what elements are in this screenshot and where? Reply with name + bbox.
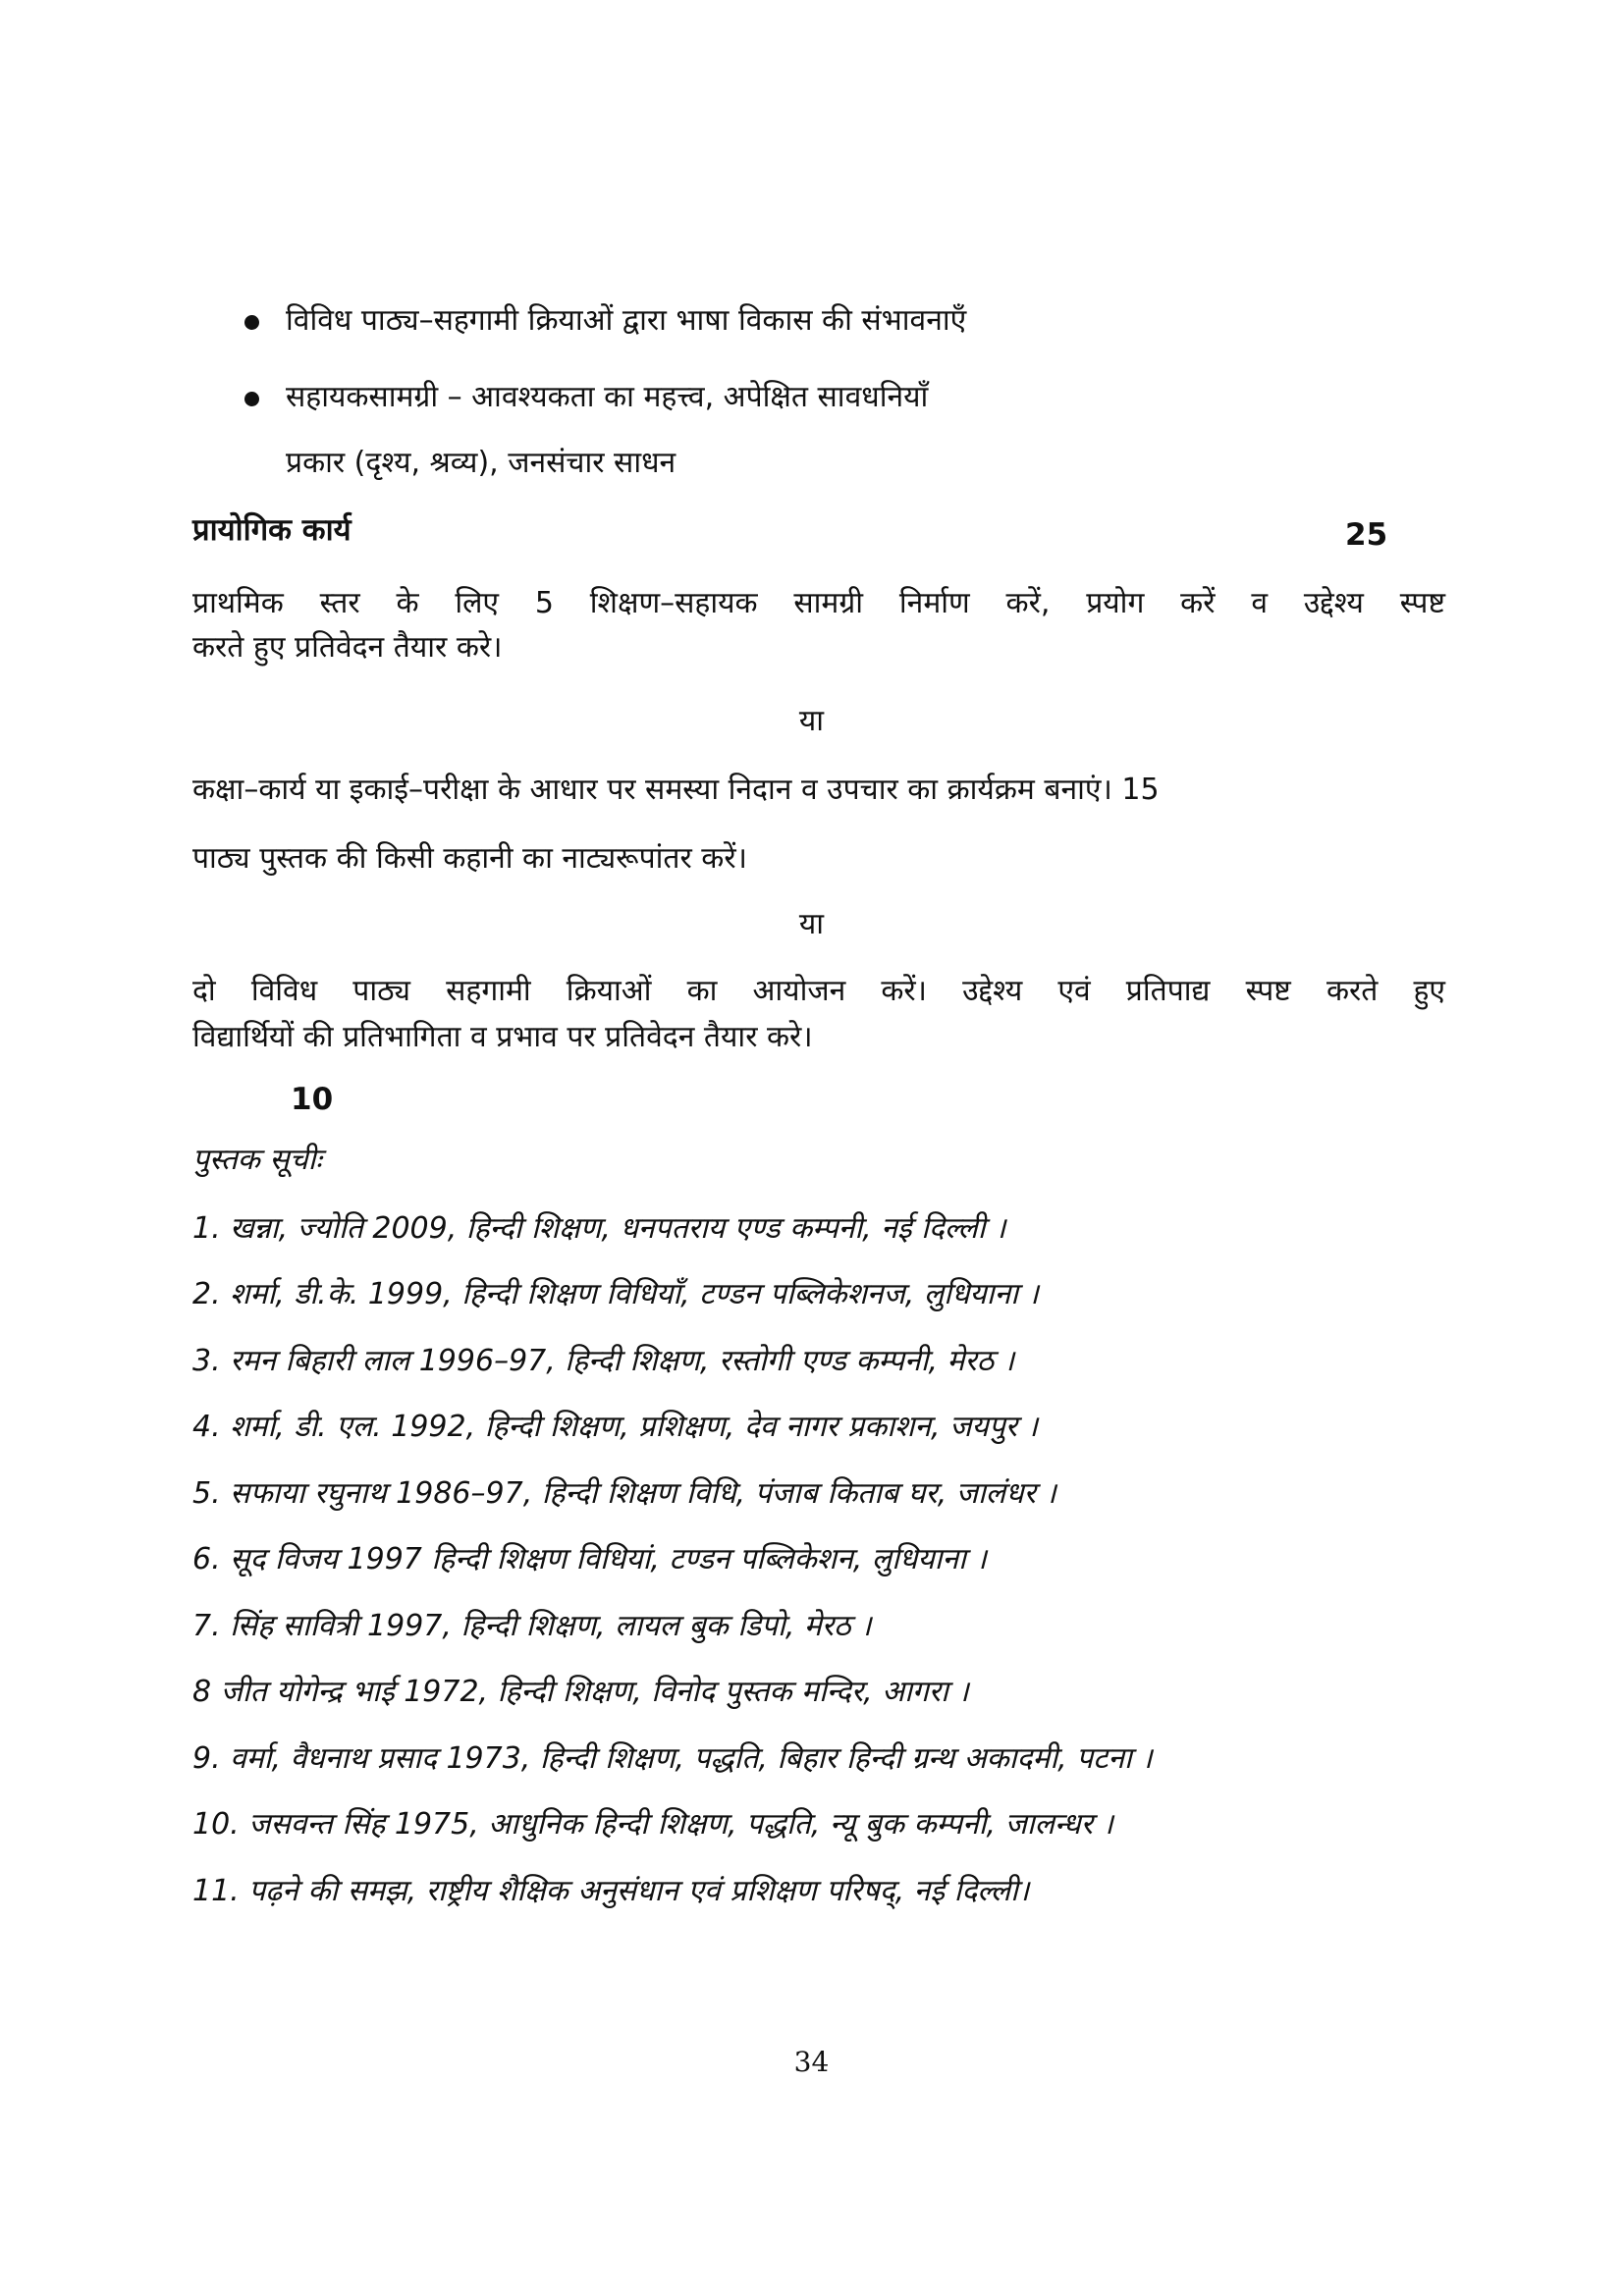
section-title: प्रायोगिक कार्य — [192, 512, 352, 548]
paragraph-line: कक्षा–कार्य या इकाई–परीक्षा के आधार पर समस्या निदान व उपचार का क्रार्यक्रम बनाएं। 15 — [192, 773, 1160, 807]
page-number: 34 — [793, 2046, 830, 2078]
bullet-item: सहायकसामग्री – आवश्यकता का महत्त्व, अपेक्षित सावधनियाँ — [286, 380, 929, 414]
bibliography-item: 8 जीत योगेन्द्र भाई 1972, हिन्दी शिक्षण, विनोद पुस्तक मन्दिर, आगरा । — [192, 1675, 969, 1709]
or-separator: या — [798, 907, 825, 941]
paragraph-line: दो विविध पाठ्य सहगामी क्रियाओं का आयोजन करें। उद्देश्य एवं प्रतिपाद्य स्पष्ट करते हुए — [192, 974, 1445, 1008]
bibliography-title: पुस्तक सूचीः — [192, 1143, 322, 1177]
bibliography-item: 1. खन्ना, ज्योति 2009, हिन्दी शिक्षण, धनपतराय एण्ड कम्पनी, नई दिल्ली । — [192, 1211, 1006, 1246]
bullet-dot-icon — [244, 315, 259, 330]
or-separator: या — [798, 704, 825, 738]
bibliography-item: 4. शर्मा, डी. एल. 1992, हिन्दी शिक्षण, प्रशिक्षण, देव नागर प्रकाशन, जयपुर । — [192, 1410, 1038, 1444]
section-marks: 25 — [1345, 517, 1388, 553]
bibliography-item: 3. रमन बिहारी लाल 1996–97, हिन्दी शिक्षण, रस्तोगी एण्ड कम्पनी, मेरठ । — [192, 1344, 1015, 1378]
bibliography-item: 11. पढ़ने की समझ, राष्ट्रीय शैक्षिक अनुसंधान एवं प्रशिक्षण परिषद्, नई दिल्ली। — [192, 1874, 1030, 1908]
paragraph-line: पाठ्य पुस्तक की किसी कहानी का नाट्यरूपांतर करें। — [192, 841, 747, 876]
bibliography-item: 10. जसवन्त सिंह 1975, आधुनिक हिन्दी शिक्षण, पद्धति, न्यू बुक कम्पनी, जालन्धर । — [192, 1807, 1113, 1842]
bibliography-item: 2. शर्मा, डी.के. 1999, हिन्दी शिक्षण विधियाँ, टण्डन पब्लिकेशनज, लुधियाना । — [192, 1277, 1039, 1311]
bibliography-item: 5. सफाया रघुनाथ 1986–97, हिन्दी शिक्षण विधि, पंजाब किताब घर, जालंधर । — [192, 1476, 1056, 1511]
bibliography-item: 7. सिंह सावित्री 1997, हिन्दी शिक्षण, लायल बुक डिपो, मेरठ । — [192, 1609, 872, 1643]
paragraph-line: विद्यार्थियों की प्रतिभागिता व प्रभाव पर प्रतिवेदन तैयार करे। — [192, 1020, 813, 1054]
paragraph-line: प्राथमिक स्तर के लिए 5 शिक्षण–सहायक सामग्री निर्माण करें, प्रयोग करें व उद्देश्य स्पष्ट — [192, 586, 1445, 620]
bullet-item: विविध पाठ्य–सहगामी क्रियाओं द्वारा भाषा विकास की संभावनाएँ — [286, 303, 967, 338]
marks-label: 10 — [291, 1082, 334, 1117]
bullet-dot-icon — [244, 392, 259, 406]
bibliography-item: 9. वर्मा, वैधनाथ प्रसाद 1973, हिन्दी शिक्षण, पद्धति, बिहार हिन्दी ग्रन्थ अकादमी, पटना । — [192, 1741, 1153, 1776]
bullet-continuation: प्रकार (दृश्य, श्रव्य), जनसंचार साधन — [286, 446, 676, 480]
bibliography-item: 6. सूद विजय 1997 हिन्दी शिक्षण विधियां, टण्डन पब्लिकेशन, लुधियाना । — [192, 1542, 987, 1576]
paragraph-line: करते हुए प्रतिवेदन तैयार करे। — [192, 630, 503, 665]
